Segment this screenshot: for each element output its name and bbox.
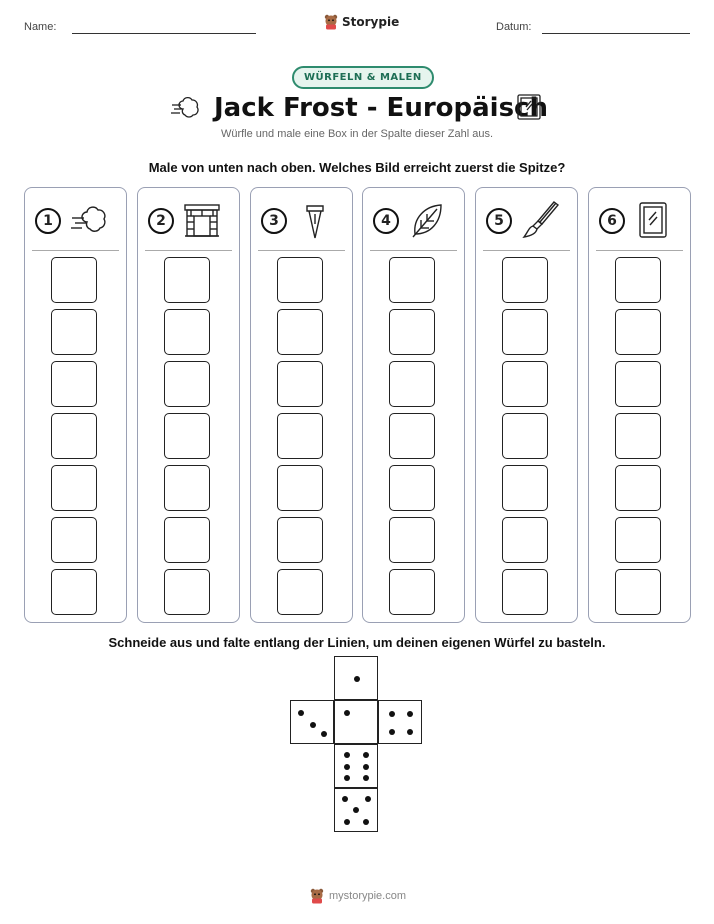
bear-mascot-icon [324, 14, 338, 30]
color-box[interactable] [51, 569, 97, 615]
name-label: Name: [24, 21, 57, 33]
color-box[interactable] [164, 517, 210, 563]
column-divider [596, 250, 683, 251]
color-box[interactable] [615, 257, 661, 303]
date-field[interactable] [542, 33, 690, 34]
column-number: 1 [35, 208, 61, 234]
die-pip [344, 752, 350, 758]
color-box[interactable] [51, 517, 97, 563]
color-box[interactable] [389, 309, 435, 355]
die-pip [407, 711, 413, 717]
color-box[interactable] [389, 257, 435, 303]
die-pip [407, 729, 413, 735]
die-pip [365, 796, 371, 802]
color-box[interactable] [502, 309, 548, 355]
die-face-right [378, 700, 422, 744]
die-pip [389, 711, 395, 717]
page-title: Jack Frost - Europäisch [214, 93, 548, 123]
date-label: Datum: [496, 21, 532, 33]
footer-url[interactable]: mystorypie.com [329, 890, 407, 902]
column-number: 2 [148, 208, 174, 234]
die-pip [363, 764, 369, 770]
color-box[interactable] [615, 309, 661, 355]
frosted-window-icon [517, 94, 541, 120]
die-pip [363, 775, 369, 781]
category-badge: WÜRFELN & MALEN [292, 66, 434, 89]
page-subtitle: Würfle und male eine Box in der Spalte dieser Zahl aus. [220, 128, 494, 140]
die-pip [363, 752, 369, 758]
color-box[interactable] [389, 413, 435, 459]
color-box[interactable] [277, 569, 323, 615]
color-box[interactable] [615, 361, 661, 407]
color-box[interactable] [277, 413, 323, 459]
paintbrush-icon [520, 200, 560, 240]
color-box[interactable] [389, 517, 435, 563]
race-instruction: Male von unten nach oben. Welches Bild erreicht zuerst die Spitze? [148, 160, 566, 175]
color-box[interactable] [164, 361, 210, 407]
dice-column-1 [24, 187, 127, 623]
die-pip [344, 764, 350, 770]
color-box[interactable] [51, 309, 97, 355]
color-box[interactable] [277, 517, 323, 563]
color-box[interactable] [615, 517, 661, 563]
die-pip [344, 819, 350, 825]
dice-column-6 [588, 187, 691, 623]
wind-icon [170, 95, 200, 119]
leaf-icon [407, 200, 447, 240]
color-box[interactable] [615, 569, 661, 615]
color-box[interactable] [277, 257, 323, 303]
color-box[interactable] [51, 257, 97, 303]
column-number: 5 [486, 208, 512, 234]
column-number: 3 [261, 208, 287, 234]
color-box[interactable] [615, 413, 661, 459]
color-box[interactable] [277, 361, 323, 407]
dice-column-2 [137, 187, 240, 623]
color-box[interactable] [51, 361, 97, 407]
column-divider [145, 250, 232, 251]
column-divider [258, 250, 345, 251]
color-box[interactable] [51, 465, 97, 511]
dice-column-4 [362, 187, 465, 623]
cut-instruction: Schneide aus und falte entlang der Linien, um deinen eigenen Würfel zu basteln. [108, 635, 606, 650]
column-divider [370, 250, 457, 251]
fireplace-icon [182, 200, 222, 240]
color-box[interactable] [389, 569, 435, 615]
die-pip [310, 722, 316, 728]
color-box[interactable] [164, 257, 210, 303]
color-box[interactable] [164, 309, 210, 355]
column-divider [483, 250, 570, 251]
dice-column-5 [475, 187, 578, 623]
name-field[interactable] [72, 33, 256, 34]
color-box[interactable] [502, 569, 548, 615]
color-box[interactable] [277, 309, 323, 355]
brand-name: Storypie [342, 15, 400, 29]
die-face-lower [334, 744, 378, 788]
die-pip [354, 676, 360, 682]
die-pip [298, 710, 304, 716]
die-pip [344, 775, 350, 781]
color-box[interactable] [164, 413, 210, 459]
wind-icon [69, 200, 109, 240]
die-pip [342, 796, 348, 802]
color-box[interactable] [51, 413, 97, 459]
brand-logo [324, 14, 399, 30]
icicle-icon [295, 200, 335, 240]
column-number: 4 [373, 208, 399, 234]
column-number: 6 [599, 208, 625, 234]
die-face-top [334, 656, 378, 700]
color-box[interactable] [502, 413, 548, 459]
die-pip [389, 729, 395, 735]
die-face-bottom [334, 788, 378, 832]
color-box[interactable] [389, 465, 435, 511]
column-divider [32, 250, 119, 251]
color-box[interactable] [502, 465, 548, 511]
die-pip [363, 819, 369, 825]
color-box[interactable] [164, 465, 210, 511]
die-face-center [334, 700, 378, 744]
color-box[interactable] [389, 361, 435, 407]
bear-mascot-icon [310, 888, 324, 904]
dice-column-3 [250, 187, 353, 623]
color-box[interactable] [164, 569, 210, 615]
color-box[interactable] [502, 361, 548, 407]
die-face-left [290, 700, 334, 744]
footer [310, 888, 406, 904]
color-box[interactable] [615, 465, 661, 511]
color-box[interactable] [502, 517, 548, 563]
color-box[interactable] [502, 257, 548, 303]
die-pip [321, 731, 327, 737]
die-pip [344, 710, 350, 716]
color-box[interactable] [277, 465, 323, 511]
frosted-window-icon [633, 200, 673, 240]
die-pip [353, 807, 359, 813]
